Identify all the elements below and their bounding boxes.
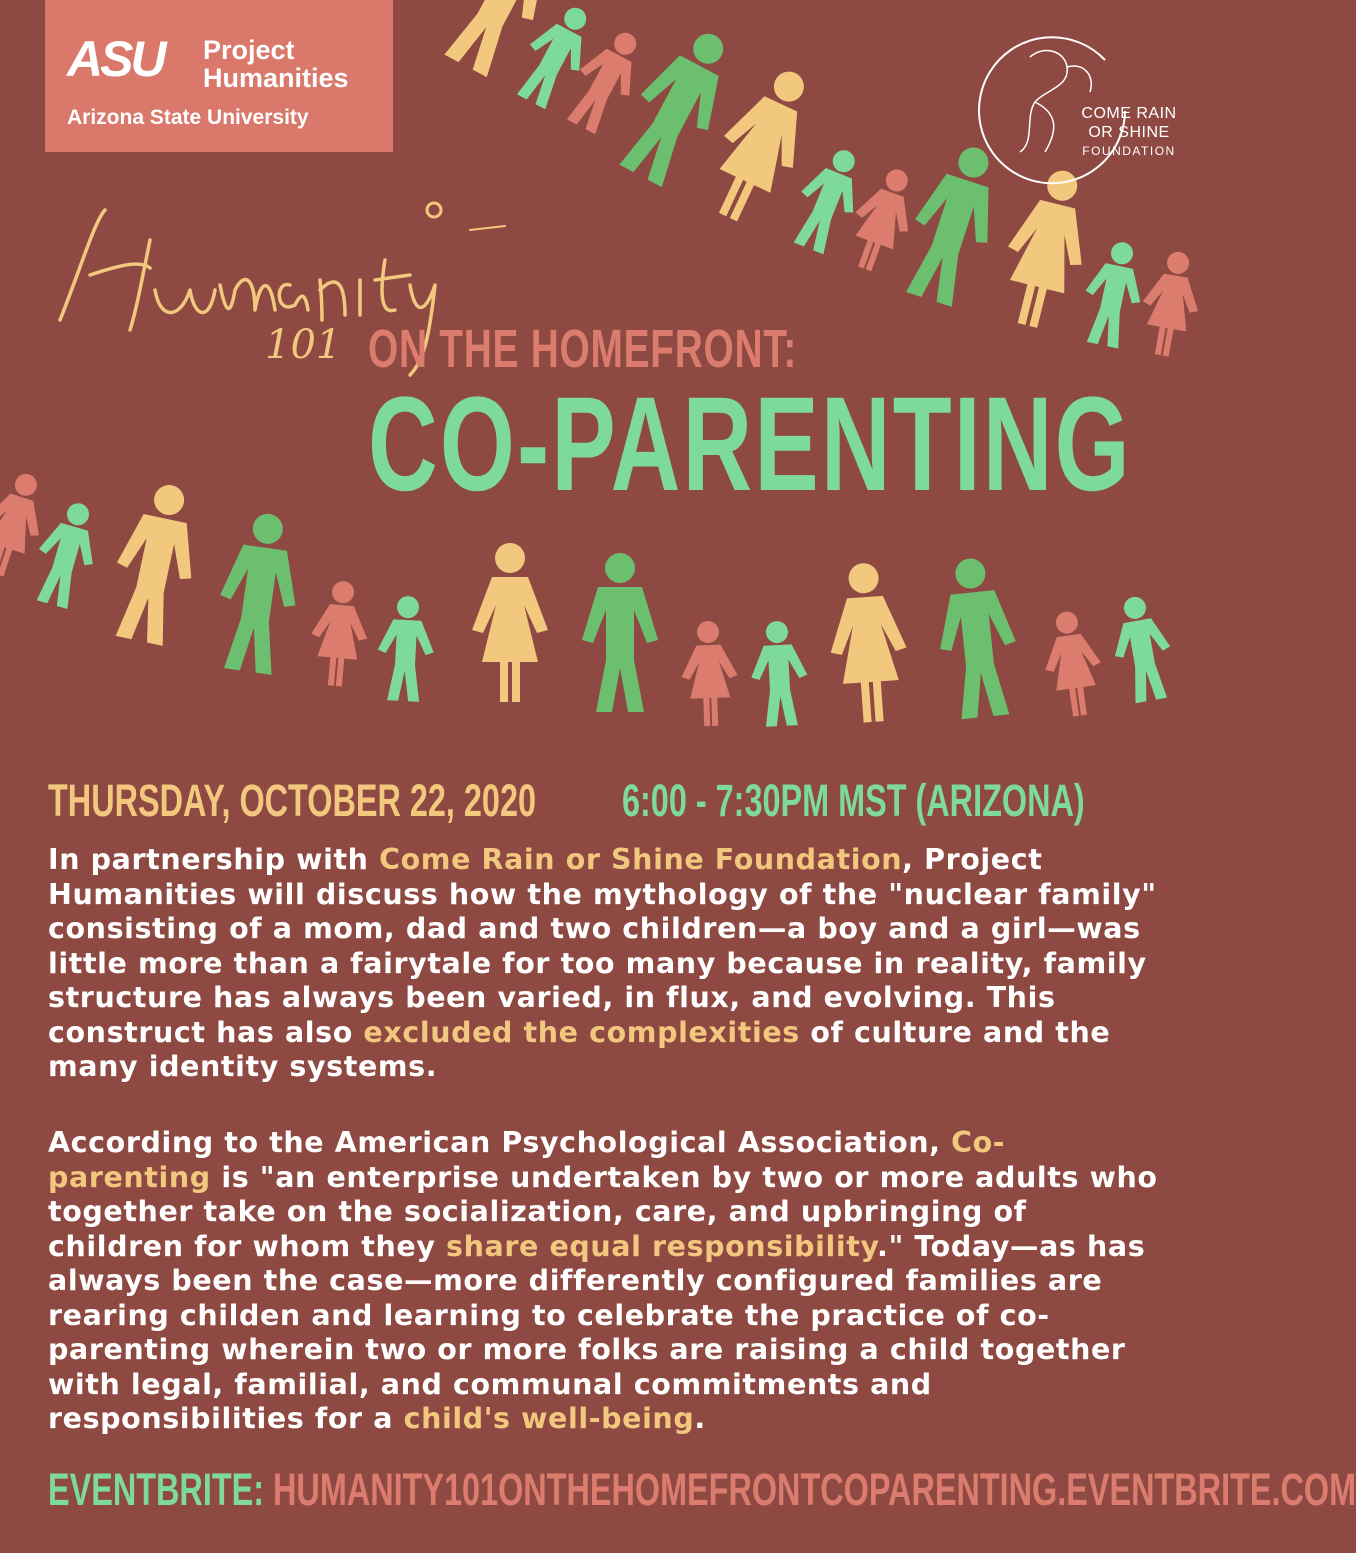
description-paragraph-2 [48, 1126, 1168, 1437]
eventbrite-label: EVENTBRITE: [48, 1464, 265, 1515]
series-number: 101 [265, 322, 342, 368]
p2-text-1: According to the American Psychological Association, [48, 1126, 952, 1159]
asu-line-humanities: Humanities [203, 63, 349, 93]
p2-text-4: . [694, 1402, 706, 1435]
crs-line-2: OR SHINE [1088, 124, 1170, 141]
p1-highlight-complexities: excluded the complexities [363, 1015, 800, 1049]
asu-line-project: Project [203, 35, 295, 65]
p1-text-1: In partnership with [48, 843, 380, 876]
description-paragraph-1 [48, 843, 1168, 1085]
p2-highlight-well-being: child's well-being [403, 1402, 695, 1435]
asu-project-humanities-logo [45, 0, 393, 152]
come-rain-or-shine-text [1064, 104, 1194, 160]
p1-text-2: , Project Humanities will discuss how the mythology of the "nuclear family" consisting of a mom, dad and two children—a boy and a girl—was little more than a fairytale for too many because in reality, family structure has always been varied, in flux, and evolving. This construct has also [48, 843, 1157, 1049]
p1-highlight-foundation: Come Rain or Shine Foundation [379, 843, 903, 876]
main-title-co-parenting: CO-PARENTING [368, 370, 1132, 519]
crs-line-3: FOUNDATION [1082, 144, 1176, 158]
event-time: 6:00 - 7:30PM MST (ARIZONA) [622, 775, 1085, 826]
eventbrite-link[interactable]: HUMANITY101ONTHEHOMEFRONTCOPARENTING.EVENTBRITE.COM [273, 1464, 1356, 1515]
crs-line-1: COME RAIN [1081, 105, 1177, 122]
asu-project-humanities-text [203, 36, 349, 92]
p2-highlight-co-parenting: Co-parenting [48, 1126, 1006, 1194]
series-script-name: Humanity [50, 180, 55, 181]
p2-text-3: ." Today—as has always been the case—more differently configured families are rearing childen and learning to celebrate the practice of co-parenting wherein two or more folks are raising a child together with legal, familial, and communal commitments and responsibilities for a [48, 1229, 1146, 1435]
subtitle-on-the-homefront: ON THE HOMEFRONT: [368, 319, 798, 379]
event-date: THURSDAY, OCTOBER 22, 2020 [48, 775, 536, 826]
eventbrite-footer [48, 1464, 1356, 1516]
asu-mark: ASU [67, 31, 164, 87]
asu-university-name: Arizona State University [67, 106, 309, 129]
p1-text-3: of culture and the many identity systems. [48, 1015, 1111, 1083]
p2-text-2: is "an enterprise undertaken by two or more adults who together take on the socialization, care, and upbringing of children for whom they [48, 1160, 1158, 1263]
p2-highlight-responsibility: share equal responsibility [446, 1229, 878, 1263]
